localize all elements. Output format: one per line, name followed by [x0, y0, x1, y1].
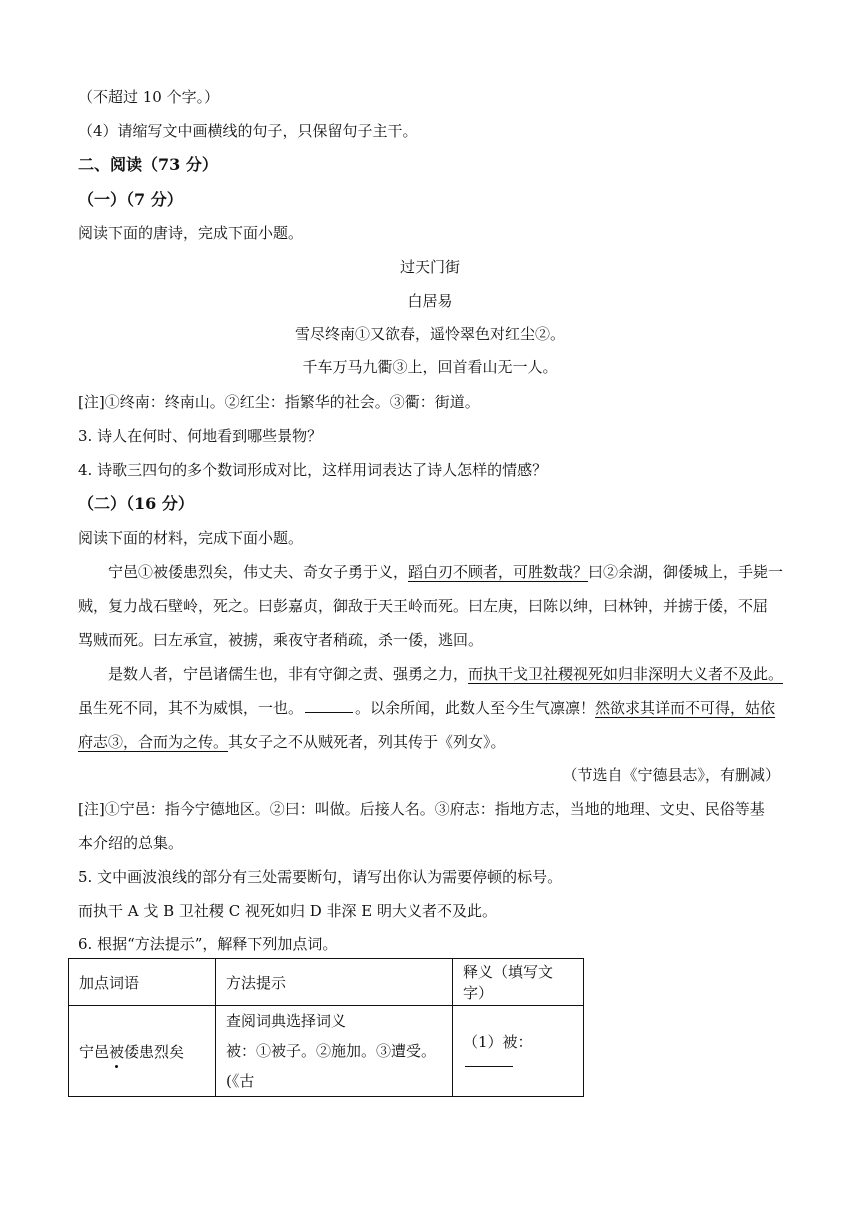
dotted-word-cell: 宁邑被倭患烈矣: [69, 1006, 216, 1097]
passage-notes-line-2: 本介绍的总集。: [78, 834, 184, 852]
poem-notes: [注]①终南：终南山。②红尘：指繁华的社会。③衢：街道。: [78, 393, 480, 411]
question-5-options: 而执干 A 戈 B 卫社稷 C 视死如归 D 非深 E 明大义者不及此。: [78, 902, 497, 920]
poem-line-2: 千车万马九衢③上，回首看山无一人。: [302, 358, 558, 376]
question-4-condense: （4）请缩写文中画横线的句子，只保留句子主干。: [78, 122, 418, 140]
word-limit-note: （不超过 10 个字。）: [78, 88, 220, 106]
subsection-1-heading: （一）（7 分）: [78, 190, 183, 209]
instruction-passage: 阅读下面的材料，完成下面小题。: [78, 529, 304, 547]
wavy-underlined-sentence: 而执干戈卫社稷视死如归非深明大义者不及此。: [468, 665, 784, 683]
poem-title: 过天门街: [399, 258, 460, 276]
poem-author: 白居易: [407, 292, 453, 310]
table-header: 释义（填写文字）: [453, 959, 584, 1006]
table-header: 方法提示: [216, 959, 453, 1006]
section-2-heading: 二、阅读（73 分）: [78, 155, 218, 174]
passage-p1-line-3: 骂贼而死。曰左承宣，被掳，乘夜守者稍疏，杀一倭，逃回。: [78, 631, 484, 649]
answer-cell[interactable]: （1）被：: [453, 1006, 584, 1097]
passage-p2-line-2: 虽生死不同，其不为威惧，一也。 。以余所闻，此数人至今生气凛凛！然欲求其详而不可得，姑依: [78, 699, 776, 717]
table-header: 加点词语: [69, 959, 216, 1006]
question-5: 5. 文中画波浪线的部分有三处需要断句，请写出你认为需要停顿的标号。: [78, 868, 563, 886]
poem-line-1: 雪尽终南①又欲春，遥怜翠色对红尘②。: [294, 325, 565, 343]
passage-p2-line-1: 是数人者，宁邑诸儒生也，非有守御之责、强勇之力，而执干戈卫社稷视死如归非深明大义者不及此。: [108, 665, 784, 683]
question-4: 4. 诗歌三四句的多个数词形成对比，这样用词表达了诗人怎样的情感？: [78, 461, 548, 479]
passage-p1-line-2: 贼，复力战石壁岭，死之。曰彭嘉贞，御敌于天王岭而死。曰左庚，曰陈以绅，曰林钟，并掳于倭，不屈: [78, 597, 769, 615]
table-header-row: [69, 959, 584, 1006]
passage-p1-line-1: 宁邑①被倭患烈矣，伟丈夫、奇女子勇于义，蹈白刃不顾者，可胜数哉？曰②余湖，御倭城上，手毙一: [108, 563, 784, 581]
question-6: 6. 根据“方法提示”，解释下列加点词。: [78, 935, 338, 953]
passage-notes-line-1: [注]①宁邑：指今宁德地区。②曰：叫做。后接人名。③府志：指地方志，当地的地理、文史、民俗等基: [78, 800, 765, 818]
underlined-sentence: 蹈白刃不顾者，可胜数哉？: [408, 563, 589, 581]
vocab-table: [68, 958, 584, 1097]
instruction-poem: 阅读下面的唐诗，完成下面小题。: [78, 224, 304, 242]
table-row: [69, 1006, 584, 1097]
passage-p2-line-3: 府志③，合而为之传。其女子之不从贼死者，列其传于《列女》。: [78, 733, 506, 751]
underlined-sentence-2: 然欲求其详而不可得，姑依: [595, 699, 776, 717]
method-cell: 查阅词典选择词义 被：①被子。②施加。③遭受。(《古: [216, 1006, 453, 1097]
fill-blank[interactable]: [305, 698, 353, 713]
subsection-2-heading: （二）（16 分）: [78, 494, 194, 513]
question-3: 3. 诗人在何时、何地看到哪些景物？: [78, 427, 323, 445]
passage-source: （节选自《宁德县志》，有删减）: [562, 766, 780, 784]
dotted-char: 被: [109, 1042, 125, 1061]
answer-blank[interactable]: [465, 1052, 513, 1067]
